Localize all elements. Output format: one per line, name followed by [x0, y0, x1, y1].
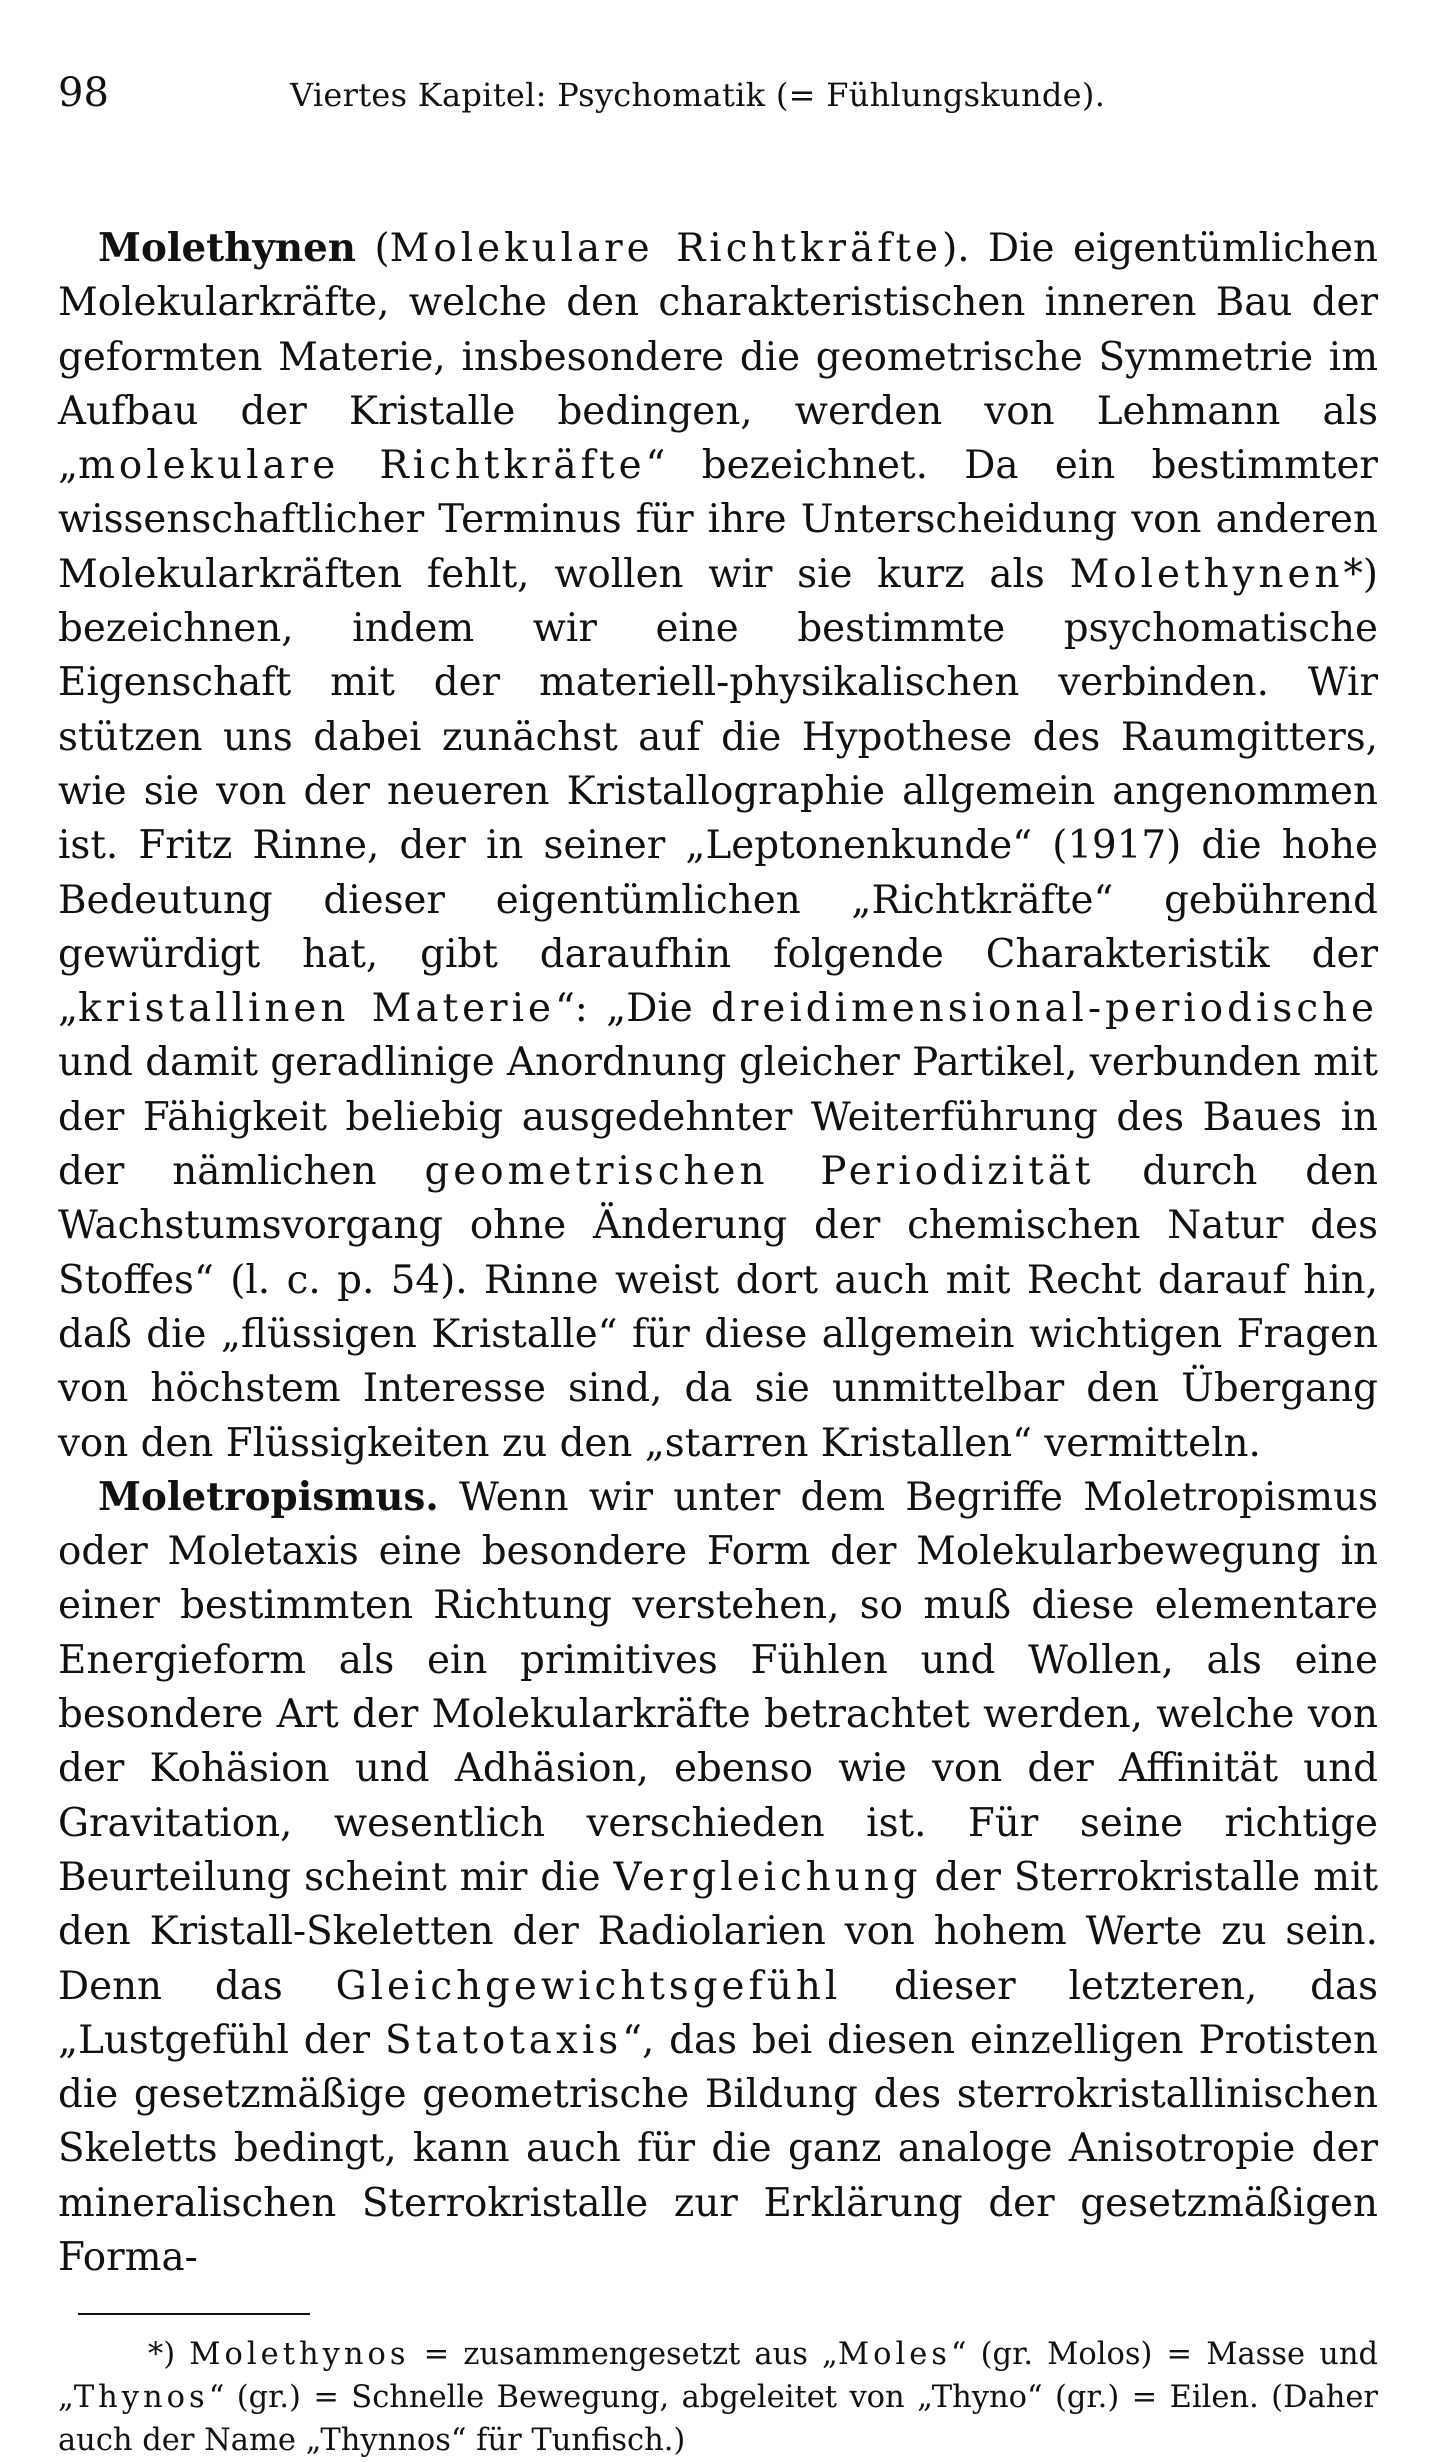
text-run: ). Die eigentümlichen Molekularkräfte, welche den charakteristischen inneren Bau der geformten Materie, insbesondere die geometrische Symmetrie im Aufbau der Kristalle bedingen, werden von Lehmann als „ [58, 226, 1378, 489]
footnote-rule [78, 2313, 310, 2315]
text-run: “ bezeichnet. Da ein bestimmter wissenschaftlicher Terminus für ihre Unterscheidung von anderen Molekularkräften fehlt, wollen wir sie kurz als [58, 443, 1378, 597]
footnote-marker: *) [148, 2337, 190, 2373]
spaced-term: molekulare Richtkräfte [78, 443, 646, 489]
text-run: = zusammengesetzt aus „ [409, 2337, 838, 2373]
running-head [58, 70, 1378, 130]
spaced-term: Vergleichung [613, 1854, 922, 1900]
text-run: ( [356, 226, 390, 271]
book-page [58, 70, 1378, 2462]
text-run: “: „Die [554, 986, 712, 1032]
paragraph-heading: Molethynen [98, 226, 357, 271]
running-title: Viertes Kapitel: Psychomatik (= Fühlungskunde). [290, 76, 1106, 114]
spaced-term: geometrischen Periodizität [424, 1149, 1095, 1195]
spaced-term: kristallinen Materie [78, 986, 555, 1032]
spaced-term: Molethynos [189, 2337, 410, 2373]
footnote [58, 2333, 1378, 2462]
main-text [58, 222, 1378, 2285]
text-run: *) bezeichnen, indem wir eine bestimmte psychomatische Eigenschaft mit der materiell-physikalischen verbinden. Wir stützen uns dabei zunächst auf die Hypothese des Raumgitters, wie sie von der neueren Kristallographie allgemein angenommen ist. Fritz Rinne, der in seiner „Leptonenkunde“ (1917) die hohe Bedeutung dieser eigentümlichen „Richtkräfte“ gebührend gewürdigt hat, gibt daraufhin folgende Charakteristik der „ [58, 551, 1378, 1032]
spaced-term: Moles [837, 2337, 951, 2373]
spaced-term: Thynos [73, 2380, 209, 2416]
spaced-term: dreidimensional-periodische [711, 986, 1378, 1032]
text-run: Wenn wir unter dem Begriffe Moletropismus oder Moletaxis eine besondere Form der Molekularbewegung in einer bestimmten Richtung verstehen, so muß diese elementare Energieform als ein primitives Fühlen und Wollen, als eine besondere Art der Molekularkräfte betrachtet werden, welche von der Kohäsion und Adhäsion, ebenso wie von der Affinität und Gravitation, wesentlich verschieden ist. Für seine richtige Beurteilung scheint mir die [58, 1474, 1378, 1900]
text-run: durch den Wachstumsvorgang ohne Änderung der chemischen Natur des Stoffes“ (l. c. p. 54). Rinne weist dort auch mit Recht darauf hin, daß die „flüssigen Kristalle“ für diese allgemein wichtigen Fragen von höchstem Interesse sind, da sie unmittelbar den Übergang von den Flüssigkeiten zu den „starren Kristallen“ vermitteln. [58, 1149, 1379, 1466]
text-run: “ (gr.) = Schnelle Bewegung, abgeleitet von „Thyno“ (gr.) = Eilen. (Daher auch der Name „Thynnos“ für Tunfisch.) [58, 2380, 1378, 2459]
text-run: der Sterrokristalle mit den Kristall-Skeletten der Radiolarien von hohem Werte zu sein. Denn das [58, 1854, 1379, 2009]
paragraph-heading: Moletropismus. [98, 1474, 439, 1520]
paragraph-moletropismus [58, 1471, 1378, 2285]
spaced-term: Molethynen [1069, 551, 1344, 597]
spaced-term: Statotaxis [384, 2017, 623, 2063]
text-run: “, das bei diesen einzelligen Protisten die gesetzmäßige geometrische Bildung des sterrokristallinischen Skeletts bedingt, kann auch für die ganz analoge Anisotropie der mineralischen Sterrokristalle zur Erklärung der gesetzmäßigen Forma- [58, 2017, 1378, 2280]
page-number: 98 [58, 70, 109, 116]
paragraph-molethynen [58, 222, 1378, 1471]
text-run: “ (gr. Molos) = Masse und „ [58, 2337, 1378, 2416]
text-run: und damit geradlinige Anordnung gleicher Partikel, verbunden mit der Fähigkeit beliebig ausgedehnter Weiterführung des Baues in der nämlichen [58, 1040, 1378, 1195]
spaced-term: Gleichgewichtsgefühl [335, 1963, 842, 2009]
spaced-term: Molekulare Richtkräfte [389, 226, 943, 271]
text-run: dieser letzteren, das „Lustgefühl der [58, 1963, 1378, 2063]
